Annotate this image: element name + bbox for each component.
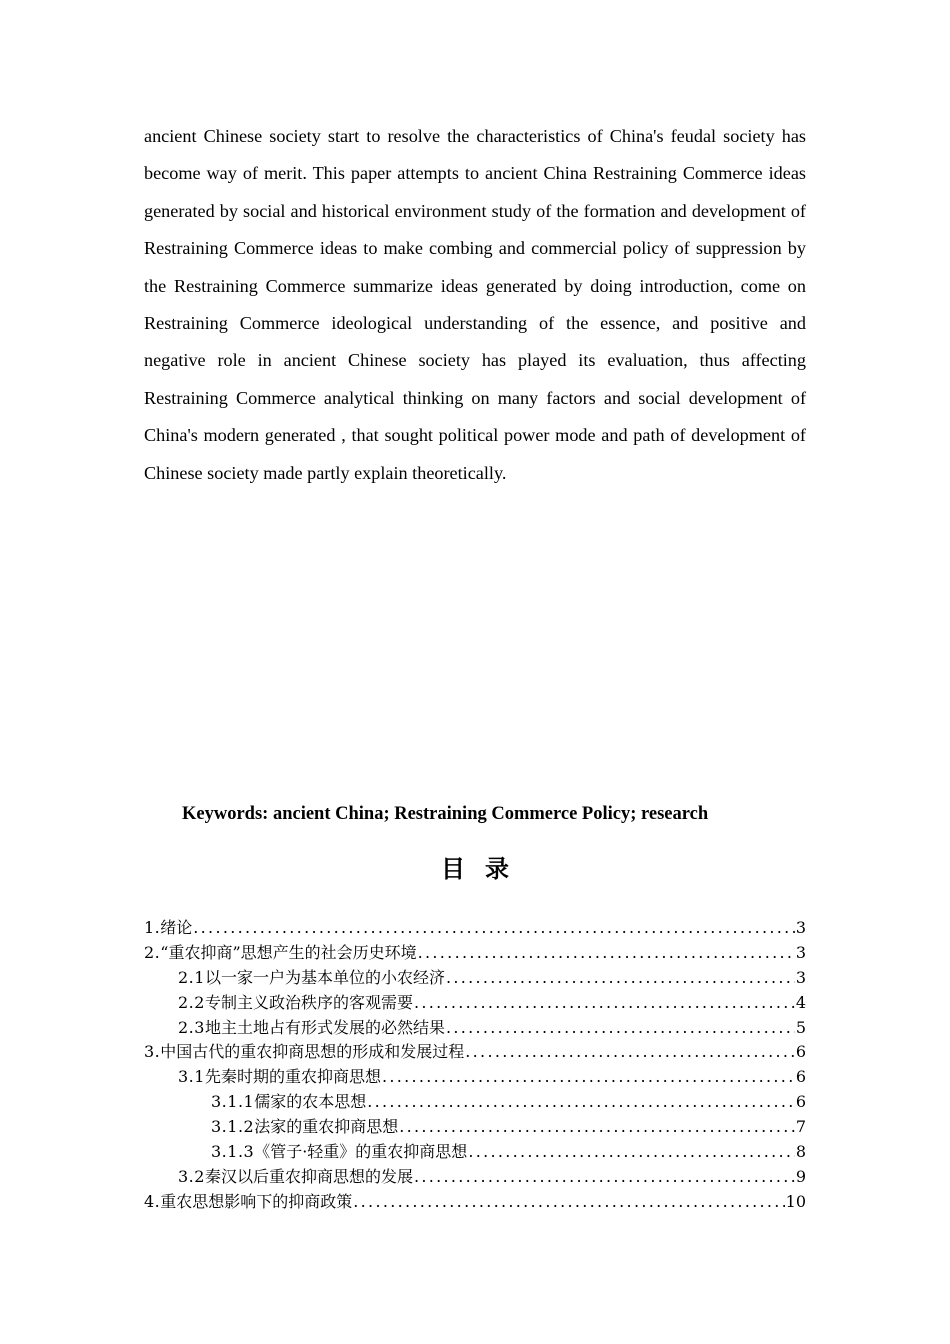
- toc-entry[interactable]: [144, 1165, 806, 1190]
- toc-entry-title: 中国古代的重农抑商思想的形成和发展过程: [160, 1042, 465, 1062]
- toc-entry-title: 地主土地占有形式发展的必然结果: [204, 1017, 445, 1037]
- toc-entry-page: 6: [795, 1042, 806, 1062]
- toc-entry-page: 9: [795, 1166, 806, 1186]
- toc-leader-dots: [414, 1165, 795, 1190]
- toc-leader-dots: [446, 966, 795, 991]
- toc-entry-title: “重农抑商”思想产生的社会历史环境: [160, 942, 417, 962]
- toc-entry-page: 3: [795, 967, 806, 987]
- toc-entry[interactable]: [144, 1140, 806, 1165]
- toc-leader-dots: [414, 991, 795, 1016]
- toc-entry-number: 2.: [144, 942, 161, 962]
- toc-entry-title: 先秦时期的重农抑商思想: [204, 1067, 381, 1087]
- toc-entry-title: 《管子·轻重》的重农抑商思想: [254, 1142, 468, 1162]
- toc-entry-page: 4: [795, 992, 806, 1012]
- toc-entry-number: 3.1.1: [211, 1092, 255, 1112]
- toc-entry-title: 儒家的农本思想: [254, 1092, 367, 1112]
- abstract-body: [144, 118, 806, 492]
- toc-entry-number: 4.: [144, 1191, 161, 1211]
- toc-entry[interactable]: [144, 1190, 806, 1215]
- toc-entry-page: 5: [795, 1017, 806, 1037]
- toc-entry-number: 3.1.3: [211, 1142, 255, 1162]
- toc-entry[interactable]: [144, 916, 806, 941]
- toc-entry-number: 3.: [144, 1042, 161, 1062]
- toc-entry-page: 7: [795, 1117, 806, 1137]
- toc-leader-dots: [465, 1040, 795, 1065]
- toc-leader-dots: [399, 1115, 795, 1140]
- toc-entry-page: 8: [795, 1142, 806, 1162]
- toc-leader-dots: [468, 1140, 795, 1165]
- toc-leader-dots: [382, 1065, 795, 1090]
- toc-leader-dots: [367, 1090, 795, 1115]
- toc-entry[interactable]: [144, 1065, 806, 1090]
- toc-entry[interactable]: [144, 1016, 806, 1041]
- toc-entry[interactable]: [144, 1115, 806, 1140]
- toc-title: 目录: [441, 855, 529, 883]
- toc-entry-page: 3: [795, 942, 806, 962]
- table-of-contents: [144, 916, 806, 1215]
- toc-entry-number: 2.2: [178, 992, 205, 1012]
- toc-entry-number: 3.1: [178, 1067, 205, 1087]
- toc-leader-dots: [193, 916, 795, 941]
- toc-entry[interactable]: [144, 1090, 806, 1115]
- toc-entry-number: 2.3: [178, 1017, 205, 1037]
- toc-entry[interactable]: [144, 941, 806, 966]
- toc-leader-dots: [446, 1016, 795, 1041]
- toc-entry[interactable]: [144, 1040, 806, 1065]
- toc-entry-page: 6: [795, 1092, 806, 1112]
- toc-leader-dots: [353, 1190, 784, 1215]
- toc-entry-number: 2.1: [178, 967, 205, 987]
- toc-entry-title: 重农思想影响下的抑商政策: [160, 1191, 353, 1211]
- toc-entry[interactable]: [144, 966, 806, 991]
- toc-entry-page: 10: [785, 1191, 806, 1211]
- toc-entry-page: 3: [795, 918, 806, 937]
- toc-entry-number: 1.: [144, 918, 161, 937]
- toc-entry[interactable]: [144, 991, 806, 1016]
- toc-entry-title: 秦汉以后重农抑商思想的发展: [204, 1166, 413, 1186]
- abstract-paragraph: ancient Chinese society start to resolve the characteristics of China's feudal society has become way of merit. This paper attempts to ancient China Restraining Commerce ideas generated by social and historical environment study of the formation and development of Restraining Commerce ideas to make combing and commercial policy of suppression by the Restraining Commerce summarize ideas generated by doing introduction, come on Restraining Commerce ideological understanding of the essence, and positive and negative role in ancient Chinese society has played its evaluation, thus affecting Restraining Commerce analytical thinking on many factors and social development of China's modern generated , that sought political power mode and path of development of Chinese society made partly explain theoretically.: [144, 126, 806, 483]
- toc-entry-title: 以一家一户为基本单位的小农经济: [204, 967, 445, 987]
- toc-entry-title: 专制主义政治秩序的客观需要: [204, 992, 413, 1012]
- keywords-line: Keywords: ancient China; Restraining Commerce Policy; research: [182, 804, 709, 824]
- toc-entry-title: 法家的重农抑商思想: [254, 1117, 399, 1137]
- toc-entry-number: 3.2: [178, 1166, 205, 1186]
- toc-entry-page: 6: [795, 1067, 806, 1087]
- toc-entry-title: 绪论: [160, 918, 193, 937]
- toc-leader-dots: [418, 941, 795, 966]
- toc-entry-number: 3.1.2: [211, 1117, 255, 1137]
